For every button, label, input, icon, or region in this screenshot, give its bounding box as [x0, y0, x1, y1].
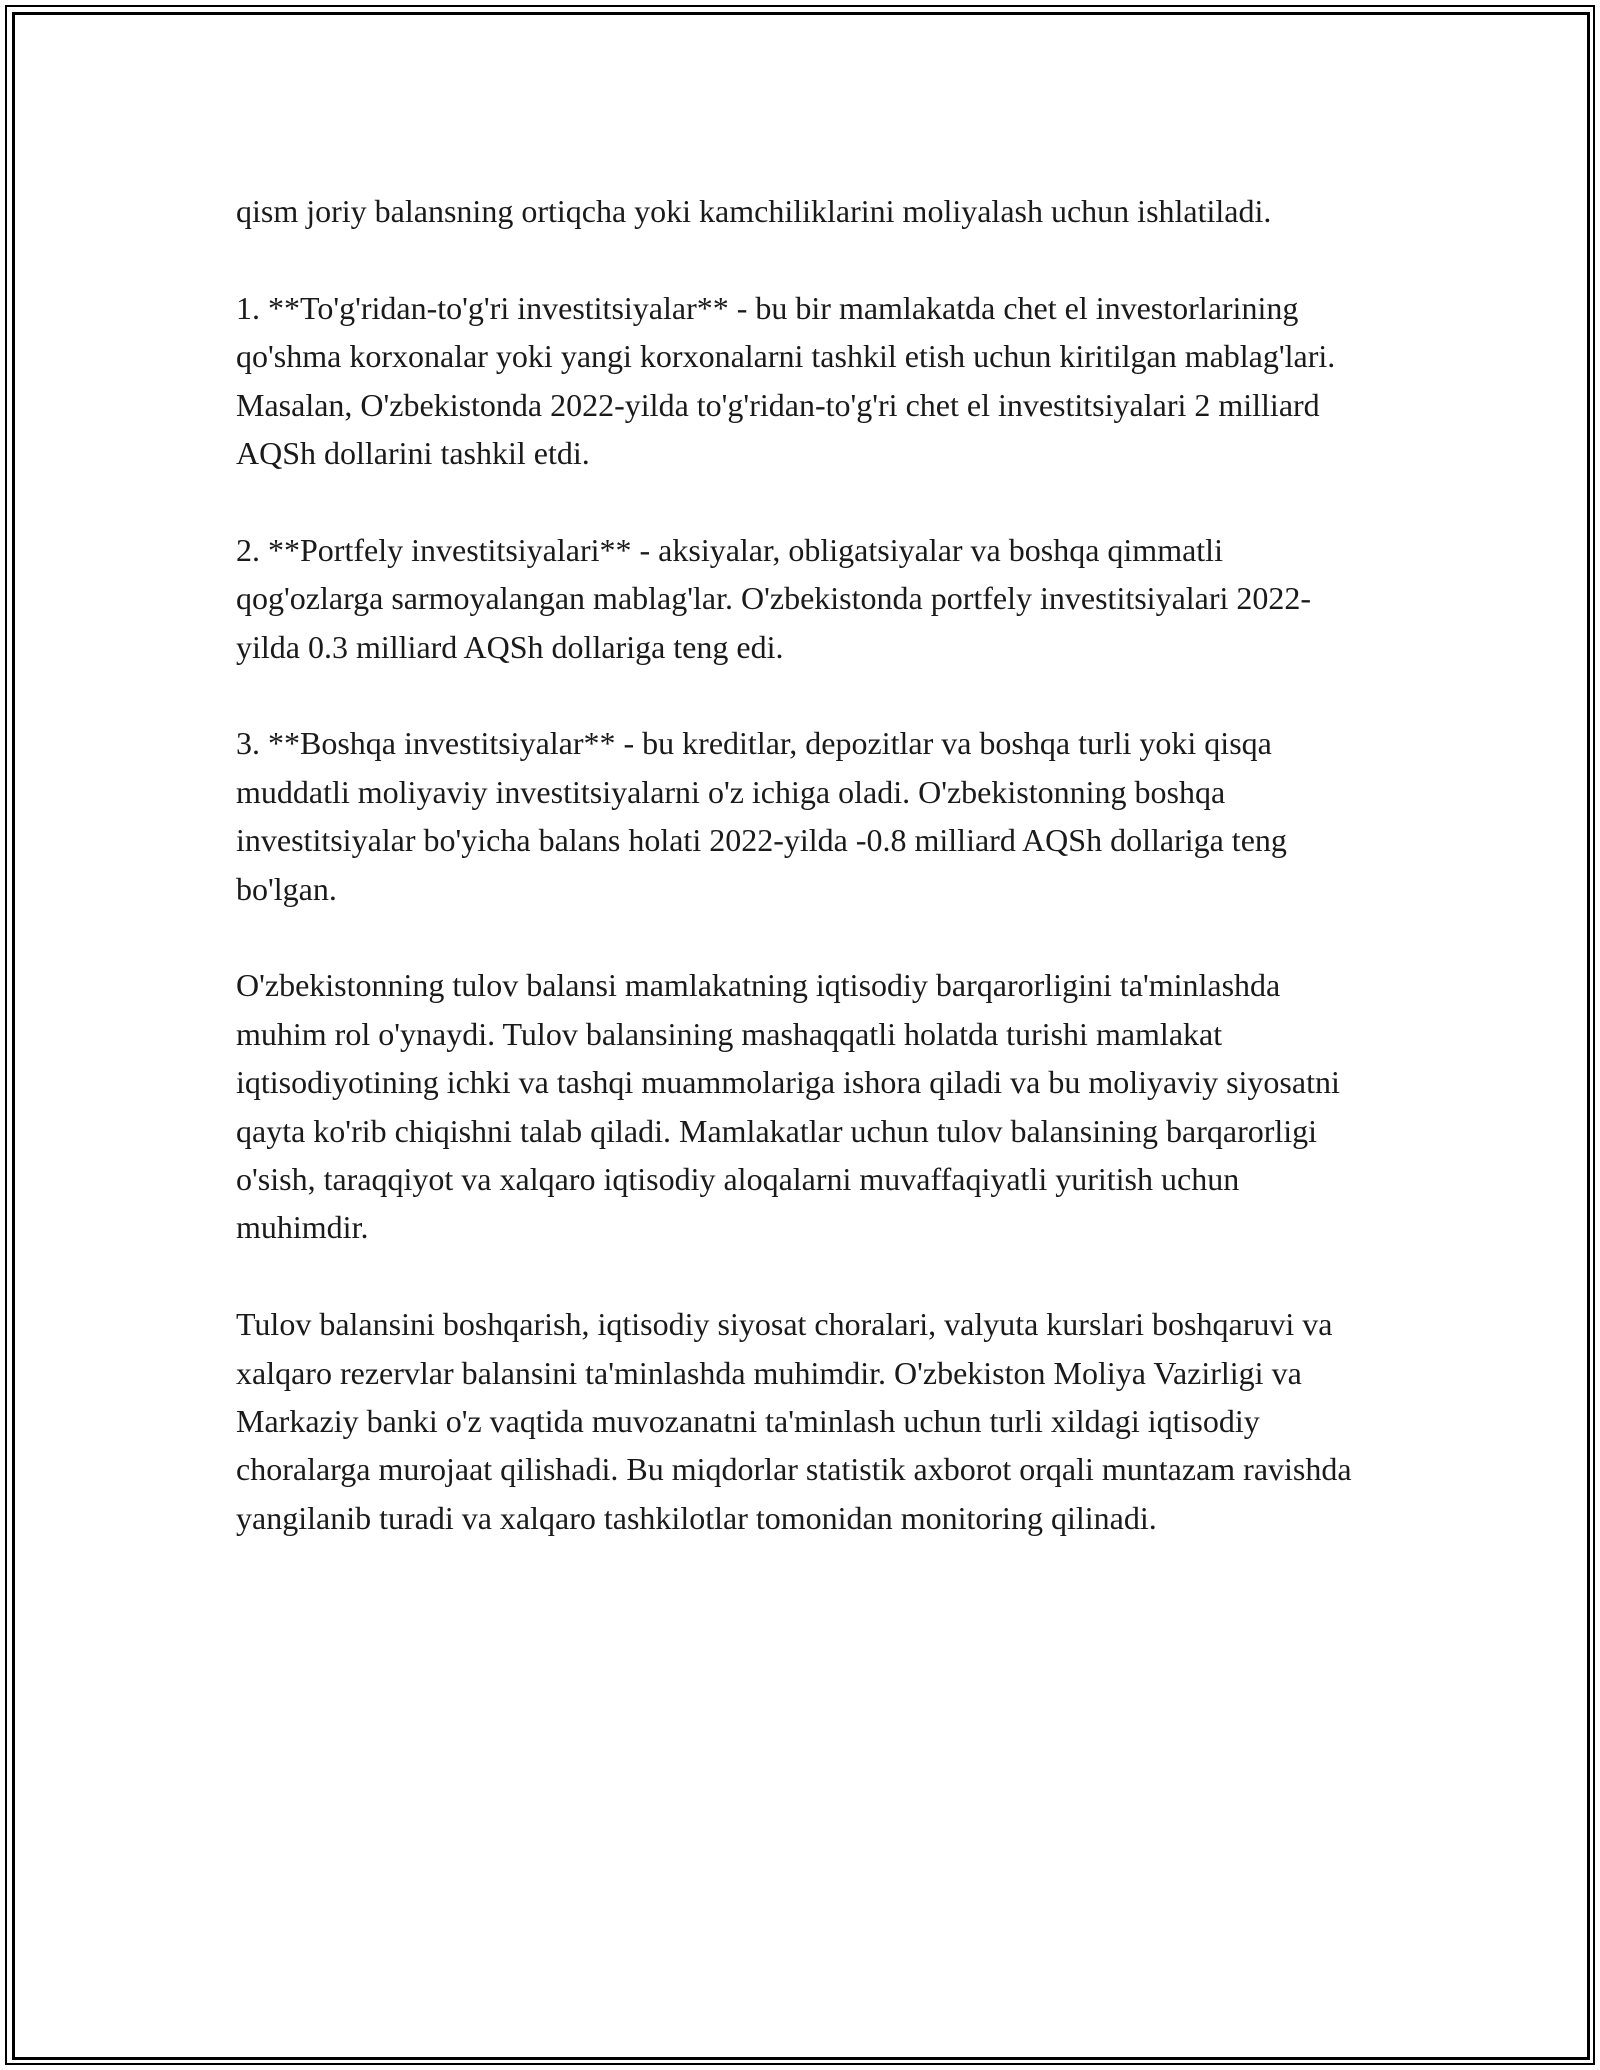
- paragraph-continuation: qism joriy balansning ortiqcha yoki kamchiliklarini moliyalash uchun ishlatiladi.: [236, 193, 1272, 229]
- paragraph-balance-management: Tulov balansini boshqarish, iqtisodiy siyosat choralari, valyuta kurslari boshqaruvi va xalqaro rezervlar balansini ta'minlashda muhimdir. O'zbekiston Moliya Vazirligi va Markaziy banki o'z vaqtida muvozanatni ta'minlash uchun turli xildagi iqtisodiy choralarga murojaat qilishadi. Bu miqdorlar statistik axborot orqali muntazam ravishda yangilanib turadi va xalqaro tashkilotlar tomonidan monitoring qilinadi.: [236, 1306, 1352, 1536]
- paragraph-other-investments: 3. **Boshqa investitsiyalar** - bu kreditlar, depozitlar va boshqa turli yoki qisqa muddatli moliyaviy investitsiyalarni o'z ichiga oladi. O'zbekistonning boshqa investitsiyalar bo'yicha balans holati 2022-yilda -0.8 milliard AQSh dollariga teng bo'lgan.: [236, 725, 1287, 907]
- paragraph-direct-investments: 1. **To'g'ridan-to'g'ri investitsiyalar** - bu bir mamlakatda chet el investorlarining qo'shma korxonalar yoki yangi korxonalarni tashkil etish uchun kiritilgan mablag'lari. Masalan, O'zbekistonda 2022-yilda to'g'ridan-to'g'ri chet el investitsiyalari 2 milliard AQSh dollarini tashkil etdi.: [236, 289, 1336, 472]
- document-body: [236, 187, 1366, 1591]
- paragraph-portfolio-investments: 2. **Portfely investitsiyalari** - aksiyalar, obligatsiyalar va boshqa qimmatli qog'ozlarga sarmoyalangan mablag'lar. O'zbekistonda portfely investitsiyalari 2022-yilda 0.3 milliard AQSh dollariga teng edi.: [236, 531, 1312, 665]
- paragraph-balance-stability: O'zbekistonning tulov balansi mamlakatning iqtisodiy barqarorligini ta'minlashda muhim rol o'ynaydi. Tulov balansining mashaqqatli holatda turishi mamlakat iqtisodiyotining ichki va tashqi muammolariga ishora qiladi va bu moliyaviy siyosatni qayta ko'rib chiqishni talab qiladi. Mamlakatlar uchun tulov balansining barqarorligi o'sish, taraqqiyot va xalqaro iqtisodiy aloqalarni muvaffaqiyatli yuritish uchun muhimdir.: [236, 967, 1340, 1246]
